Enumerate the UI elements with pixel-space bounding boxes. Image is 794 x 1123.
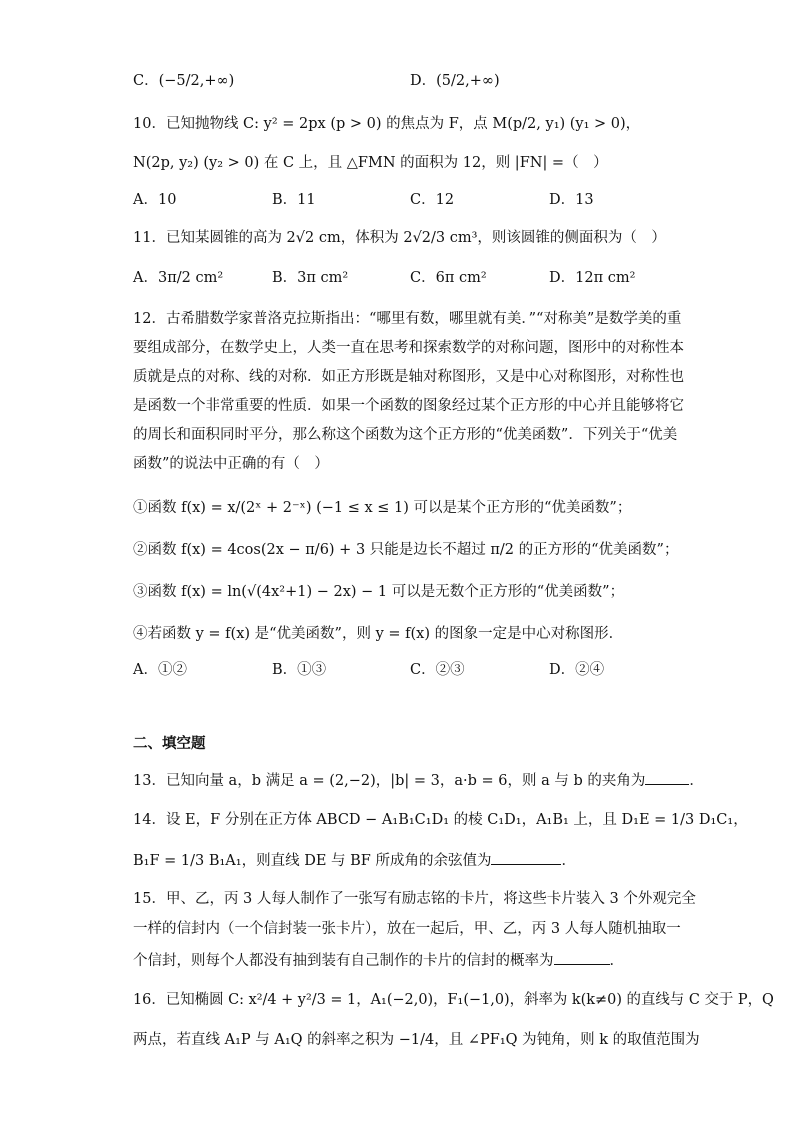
- q14-answer-blank[interactable]: [491, 850, 561, 865]
- q14-text-line2: [133, 850, 576, 871]
- q15-end: ．: [609, 953, 624, 969]
- q12-option-a: A．①②: [133, 662, 187, 678]
- q10-option-b: B．11: [272, 192, 316, 208]
- q12-text-line4: 是函数一个非常重要的性质．如果一个函数的图象经过某个正方形的中心并且能够将它: [133, 398, 684, 414]
- q12-text-line2: 要组成部分，在数学史上，人类一直在思考和探索数学的对称问题，图形中的对称性本: [133, 340, 684, 356]
- q12-option-d: D．②④: [549, 662, 605, 678]
- q12-statement-1: ①函数 f(x) = x/(2ˣ + 2⁻ˣ) (−1 ≤ x ≤ 1) 可以是某个正方形的“优美函数”；: [133, 500, 632, 516]
- q10-option-a: A．10: [133, 192, 177, 208]
- q9-option-c: C．(−5/2,+∞): [133, 73, 235, 89]
- q13-end: ．: [689, 773, 704, 789]
- q16-text-line2: 两点，若直线 A₁P 与 A₁Q 的斜率之积为 −1/4，且 ∠PF₁Q 为钝角，则 k 的取值范围为: [133, 1032, 700, 1048]
- q9-option-d: D．(5/2,+∞): [410, 73, 500, 89]
- q10-option-d: D．13: [549, 192, 594, 208]
- q13-answer-blank[interactable]: [645, 770, 689, 785]
- q12-text-line6: 函数”的说法中正确的有（ ）: [133, 456, 329, 472]
- q10-text-line1: 10．已知抛物线 C: y² = 2px (p > 0) 的焦点为 F，点 M(p/2, y₁) (y₁ > 0)，: [133, 116, 641, 132]
- q10-text-line2: N(2p, y₂) (y₂ > 0) 在 C 上，且 △FMN 的面积为 12，则 |FN| =（ ）: [133, 155, 608, 171]
- q14-prompt: B₁F = 1/3 B₁A₁，则直线 DE 与 BF 所成角的余弦值为: [133, 853, 492, 869]
- q11-option-b: B．3π cm²: [272, 270, 349, 286]
- q12-statement-4: ④若函数 y = f(x) 是“优美函数”，则 y = f(x) 的图象一定是中心对称图形．: [133, 626, 624, 642]
- q12-option-b: B．①③: [272, 662, 327, 678]
- q15-prompt: 个信封，则每个人都没有抽到装有自己制作的卡片的信封的概率为: [133, 953, 554, 969]
- q12-statement-3: ③函数 f(x) = ln(√(4x²+1) − 2x) − 1 可以是无数个正方形的“优美函数”；: [133, 584, 625, 600]
- q14-end: ．: [561, 853, 576, 869]
- q16-text-line1: 16．已知椭圆 C: x²/4 + y²/3 = 1，A₁(−2,0)，F₁(−1,0)，斜率为 k(k≠0) 的直线与 C 交于 P，Q: [133, 992, 774, 1008]
- q12-option-c: C．②③: [410, 662, 465, 678]
- q15-text-line2: 一样的信封内（一个信封装一张卡片），放在一起后，甲、乙，丙 3 人每人随机抽取一: [133, 921, 681, 937]
- q13-prompt: 13．已知向量 a，b 满足 a = (2,−2)，|b| = 3，a·b = 6，则 a 与 b 的夹角为: [133, 773, 646, 789]
- q13-text: [133, 770, 704, 791]
- q10-option-c: C．12: [410, 192, 455, 208]
- q12-text-line3: 质就是点的对称、线的对称．如正方形既是轴对称图形，又是中心对称图形，对称性也: [133, 369, 684, 385]
- q11-option-d: D．12π cm²: [549, 270, 636, 286]
- q12-text-line5: 的周长和面积同时平分，那么称这个函数为这个正方形的“优美函数”．下列关于“优美: [133, 427, 678, 443]
- q11-option-a: A．3π/2 cm²: [133, 270, 224, 286]
- q15-answer-blank[interactable]: [554, 950, 610, 965]
- q15-text-line1: 15．甲、乙，丙 3 人每人制作了一张写有励志铭的卡片，将这些卡片装入 3 个外观完全: [133, 891, 696, 907]
- q14-text-line1: 14．设 E，F 分别在正方体 ABCD − A₁B₁C₁D₁ 的棱 C₁D₁，A₁B₁ 上，且 D₁E = 1/3 D₁C₁，: [133, 812, 748, 828]
- q11-text: 11．已知某圆锥的高为 2√2 cm，体积为 2√2/3 cm³，则该圆锥的侧面积为（ ）: [133, 230, 666, 246]
- q12-statement-2: ②函数 f(x) = 4cos(2x − π/6) + 3 只能是边长不超过 π/2 的正方形的“优美函数”；: [133, 542, 679, 558]
- section-title-fill-in: 二、填空题: [133, 736, 206, 752]
- q11-option-c: C．6π cm²: [410, 270, 487, 286]
- q15-text-line3: [133, 950, 624, 971]
- q12-text-line1: 12．古希腊数学家普洛克拉斯指出：“哪里有数，哪里就有美．”“对称美”是数学美的重: [133, 311, 682, 327]
